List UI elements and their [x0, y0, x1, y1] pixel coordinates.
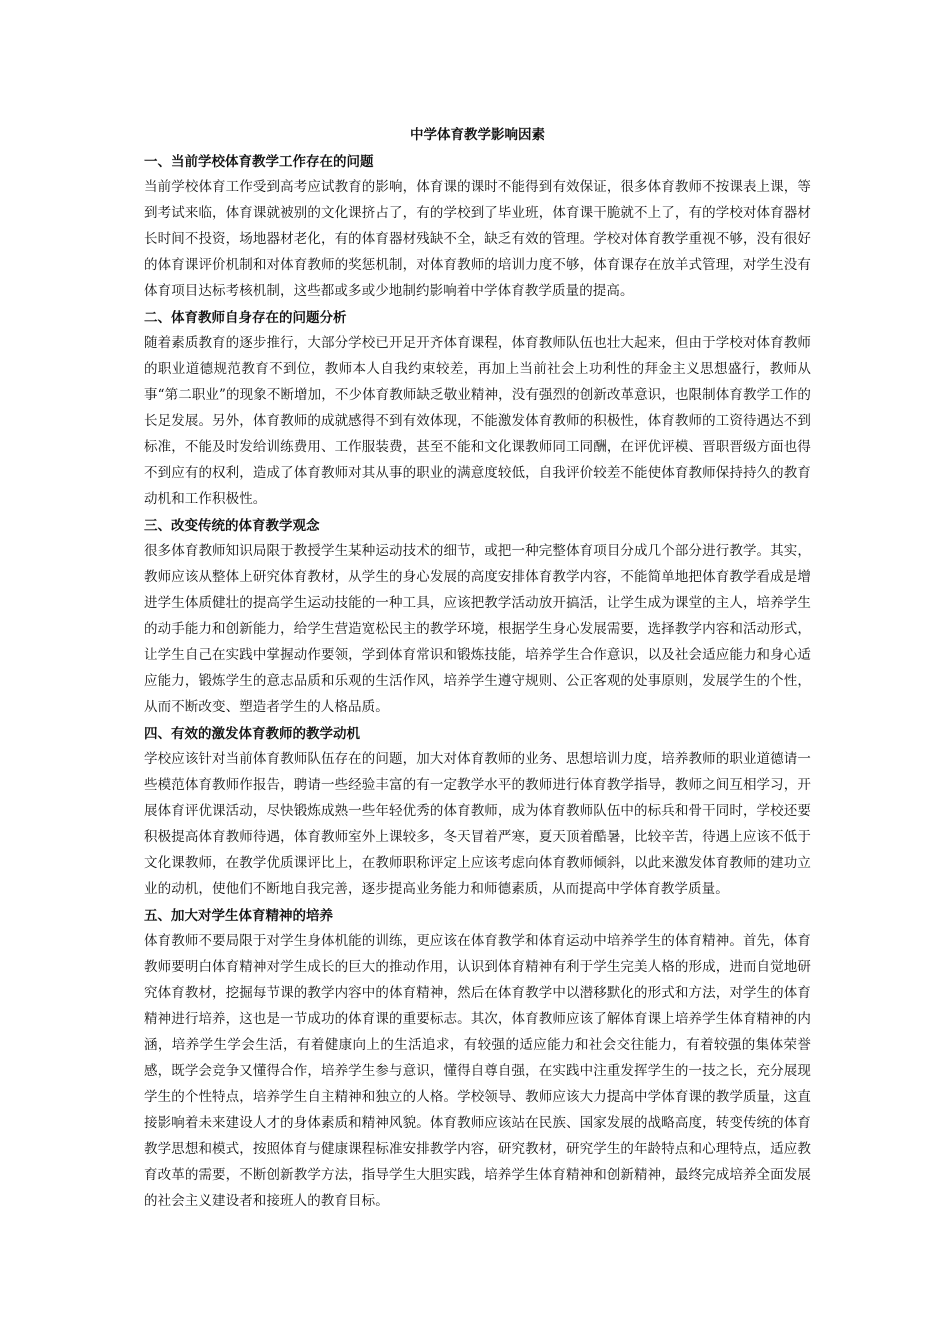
section-3: [144, 514, 811, 720]
section-body: 体育教师不要局限于对学生身体机能的训练，更应该在体育教学和体育运动中培养学生的体育精神。首先，体育教师要明白体育精神对学生成长的巨大的推动作用，认识到体育精神有利于学生完美人格的形成，进而自觉地研究体育教材，挖掘每节课的教学内容中的体育精神，然后在体育教学中以潜移默化的形式和方法，对学生的体育精神进行培养，这也是一节成功的体育课的重要标志。其次，体育教师应该了解体育课上培养学生体育精神的内涵，培养学生学会生活，有着健康向上的生活追求，有较强的适应能力和社会交往能力，有着较强的集体荣誉感，既学会竞争又懂得合作，培养学生参与意识，懂得自尊自强，在实践中注重发挥学生的一技之长，充分展现学生的个性特点，培养学生自主精神和独立的人格。学校领导、教师应该大力提高中学体育课的教学质量，这直接影响着未来建设人才的身体素质和精神风貌。体育教师应该站在民族、国家发展的战略高度，转变传统的体育教学思想和模式，按照体育与健康课程标准安排教学内容，研究教材，研究学生的年龄特点和心理特点，适应教育改革的需要，不断创新教学方法，指导学生大胆实践，培养学生体育精神和创新精神，最终完成培养全面发展的社会主义建设者和接班人的教育目标。: [144, 933, 811, 1209]
document-page: [144, 124, 811, 1216]
section-heading: 四、有效的激发体育教师的教学动机: [144, 726, 360, 742]
section-body: 随着素质教育的逐步推行，大部分学校已开足开齐体育课程，体育教师队伍也壮大起来，但由于学校对体育教师的职业道德规范教育不到位，教师本人自我约束较差，再加上当前社会上功利性的拜金主义思想盛行，教师从事“第二职业”的现象不断增加，不少体育教师缺乏敬业精神，没有强烈的创新改革意识，也限制体育教学工作的长足发展。另外，体育教师的成就感得不到有效体现，不能激发体育教师的积极性，体育教师的工资待遇达不到标准，不能及时发给训练费用、工作服装费，甚至不能和文化课教师同工同酬，在评优评模、晋职晋级方面也得不到应有的权利，造成了体育教师对其从事的职业的满意度较低，自我评价较差不能使体育教师保持持久的教育动机和工作积极性。: [144, 335, 811, 507]
section-1: [144, 150, 811, 304]
section-heading: 一、当前学校体育教学工作存在的问题: [144, 154, 374, 170]
section-4: [144, 722, 811, 902]
document-title: 中学体育教学影响因素: [410, 127, 545, 143]
section-2: [144, 306, 811, 512]
section-heading: 五、加大对学生体育精神的培养: [144, 908, 333, 924]
section-body: 当前学校体育工作受到高考应试教育的影响，体育课的课时不能得到有效保证，很多体育教师不按课表上课，等到考试来临，体育课就被别的文化课挤占了，有的学校到了毕业班，体育课干脆就不上了，有的学校对体育器材长时间不投资，场地器材老化，有的体育器材残缺不全，缺乏有效的管理。学校对体育教学重视不够，没有很好的体育课评价机制和对体育教师的奖惩机制，对体育教师的培训力度不够，体育课存在放羊式管理，对学生没有体育项目达标考核机制，这些都或多或少地制约影响着中学体育教学质量的提高。: [144, 179, 811, 299]
section-body: 学校应该针对当前体育教师队伍存在的问题，加大对体育教师的业务、思想培训力度，培养教师的职业道德请一些模范体育教师作报告，聘请一些经验丰富的有一定教学水平的教师进行体育教学指导，教师之间互相学习，开展体育评优课活动，尽快锻炼成熟一些年轻优秀的体育教师，成为体育教师队伍中的标兵和骨干同时，学校还要积极提高体育教师待遇，体育教师室外上课较多，冬天冒着严寒，夏天顶着酷暑，比较辛苦，待遇上应该不低于文化课教师，在教学优质课评比上，在教师职称评定上应该考虑向体育教师倾斜，以此来激发体育教师的建功立业的动机，使他们不断地自我完善，逐步提高业务能力和师德素质，从而提高中学体育教学质量。: [144, 751, 811, 897]
section-5: [144, 904, 811, 1214]
section-heading: 二、体育教师自身存在的问题分析: [144, 310, 347, 326]
section-heading: 三、改变传统的体育教学观念: [144, 518, 320, 534]
section-body: 很多体育教师知识局限于教授学生某种运动技术的细节，或把一种完整体育项目分成几个部分进行教学。其实，教师应该从整体上研究体育教材，从学生的身心发展的高度安排体育教学内容，不能简单地把体育教学看成是增进学生体质健壮的提高学生运动技能的一种工具，应该把教学活动放开搞活，让学生成为课堂的主人，培养学生的动手能力和创新能力，给学生营造宽松民主的教学环境，根据学生身心发展需要，选择教学内容和活动形式，让学生自己在实践中掌握动作要领，学到体育常识和锻炼技能，培养学生合作意识，以及社会适应能力和身心适应能力，锻炼学生的意志品质和乐观的生活作风，培养学生遵守规则、公正客观的处事原则，发展学生的个性，从而不断改变、塑造者学生的人格品质。: [144, 543, 811, 715]
